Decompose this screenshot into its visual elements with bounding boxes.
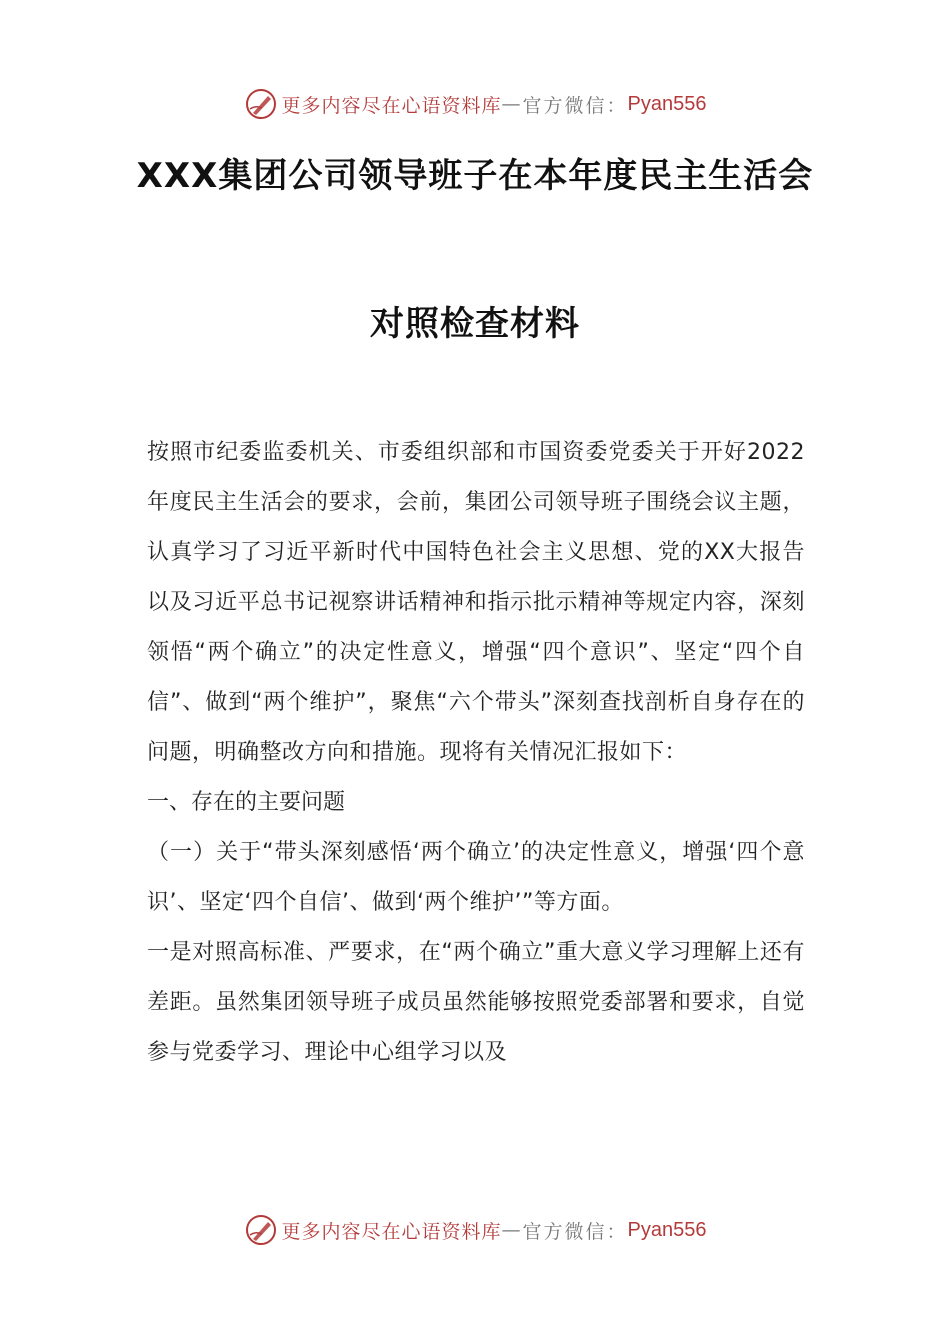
watermark-wechat-label: 官方微信： xyxy=(522,1220,628,1243)
watermark-text: 更多内容尽在心语资料库 xyxy=(281,94,502,117)
quill-pen-logo-icon xyxy=(244,87,278,121)
watermark-wechat-id: Pyan556 xyxy=(627,1218,707,1241)
watermark-banner-top xyxy=(0,84,950,124)
section-heading-1: 一、存在的主要问题 xyxy=(147,790,346,815)
subsection-heading-1: （一）关于“带头深刻感悟‘两个确立’的决定性意义，增强‘四个意识’、坚定‘四个自信’、做到‘两个维护’”等方面。 xyxy=(147,840,805,915)
quill-pen-logo-icon xyxy=(244,1213,278,1247)
document-title-line-1: XXX集团公司领导班子在本年度民主生活会 xyxy=(136,156,814,196)
body-paragraph-1: 一是对照高标准、严要求，在“两个确立”重大意义学习理解上还有差距。虽然集团领导班子成员虽然能够按照党委部署和要求，自觉参与党委学习、理论中心组学习以及 xyxy=(147,940,805,1065)
document-body xyxy=(147,428,805,1078)
intro-paragraph: 按照市纪委监委机关、市委组织部和市国资委党委关于开好2022年度民主生活会的要求，会前，集团公司领导班子围绕会议主题，认真学习了习近平新时代中国特色社会主义思想、党的XX大报告以及习近平总书记视察讲话精神和指示批示精神等规定内容，深刻领悟“两个确立”的决定性意义，增强“四个意识”、坚定“四个自信”、做到“两个维护”，聚焦“六个带头”深刻查找剖析自身存在的问题，明确整改方向和措施。现将有关情况汇报如下： xyxy=(147,440,805,765)
watermark-wechat-label: 官方微信： xyxy=(522,94,628,117)
watermark-banner-bottom xyxy=(0,1210,950,1250)
watermark-dash: — xyxy=(501,93,523,115)
watermark-wechat-id: Pyan556 xyxy=(627,92,707,115)
watermark-text: 更多内容尽在心语资料库 xyxy=(281,1220,502,1243)
watermark-dash: — xyxy=(501,1219,523,1241)
document-title-line-2: 对照检查材料 xyxy=(370,304,580,344)
